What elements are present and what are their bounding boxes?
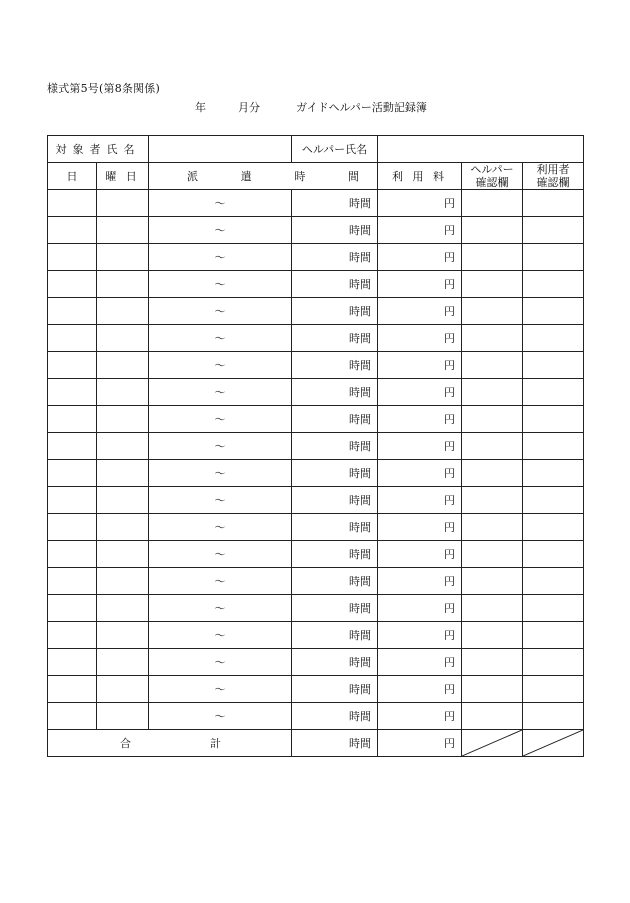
helper-confirm-cell[interactable]	[462, 379, 523, 406]
table-row	[48, 379, 584, 406]
col-user-confirm-line2: 確認欄	[536, 176, 570, 189]
time-range-cell[interactable]: ～	[149, 487, 292, 514]
table-row	[48, 271, 584, 298]
user-confirm-cell[interactable]	[523, 379, 584, 406]
user-confirm-cell[interactable]	[523, 190, 584, 217]
time-range-cell[interactable]: ～	[149, 271, 292, 298]
day-cell[interactable]	[48, 217, 97, 244]
fee-cell[interactable]: 円	[378, 541, 462, 568]
user-confirm-cell[interactable]	[523, 352, 584, 379]
table-row	[48, 406, 584, 433]
fee-cell[interactable]: 円	[378, 460, 462, 487]
helper-confirm-cell[interactable]	[462, 244, 523, 271]
table-row	[48, 514, 584, 541]
helper-confirm-cell[interactable]	[462, 190, 523, 217]
hours-cell[interactable]: 時間	[292, 568, 378, 595]
helper-confirm-cell[interactable]	[462, 676, 523, 703]
weekday-cell[interactable]	[97, 352, 149, 379]
table-row	[48, 352, 584, 379]
day-cell[interactable]	[48, 514, 97, 541]
user-confirm-cell[interactable]	[523, 244, 584, 271]
month-label: 月分	[238, 101, 260, 114]
helper-confirm-cell[interactable]	[462, 325, 523, 352]
time-range-cell[interactable]: ～	[149, 217, 292, 244]
helper-confirm-cell[interactable]	[462, 514, 523, 541]
helper-confirm-cell[interactable]	[462, 568, 523, 595]
helper-confirm-cell[interactable]	[462, 271, 523, 298]
day-cell[interactable]	[48, 244, 97, 271]
total-label-char-1: 合	[120, 737, 131, 750]
fee-cell[interactable]: 円	[378, 487, 462, 514]
total-hours: 時間	[292, 730, 378, 757]
table-row	[48, 460, 584, 487]
day-cell[interactable]	[48, 703, 97, 730]
day-cell[interactable]	[48, 649, 97, 676]
hours-cell[interactable]: 時間	[292, 703, 378, 730]
table-row	[48, 676, 584, 703]
col-dispatch-char-3: 時	[294, 170, 306, 183]
user-confirm-cell[interactable]	[523, 622, 584, 649]
weekday-cell[interactable]	[97, 406, 149, 433]
col-weekday: 曜 日	[97, 163, 149, 190]
user-confirm-cell[interactable]	[523, 595, 584, 622]
time-range-cell[interactable]: ～	[149, 325, 292, 352]
activity-record-table	[47, 135, 584, 757]
time-range-cell[interactable]: ～	[149, 622, 292, 649]
col-day: 日	[48, 163, 97, 190]
hours-cell[interactable]: 時間	[292, 352, 378, 379]
hours-cell[interactable]: 時間	[292, 325, 378, 352]
day-cell[interactable]	[48, 676, 97, 703]
user-confirm-cell[interactable]	[523, 433, 584, 460]
time-range-cell[interactable]: ～	[149, 352, 292, 379]
helper-confirm-cell[interactable]	[462, 406, 523, 433]
user-confirm-cell[interactable]	[523, 514, 584, 541]
hours-cell[interactable]: 時間	[292, 217, 378, 244]
helper-confirm-cell[interactable]	[462, 622, 523, 649]
day-cell[interactable]	[48, 595, 97, 622]
hours-cell[interactable]: 時間	[292, 595, 378, 622]
fee-cell[interactable]: 円	[378, 406, 462, 433]
time-range-cell[interactable]: ～	[149, 190, 292, 217]
helper-confirm-cell[interactable]	[462, 703, 523, 730]
fee-cell[interactable]: 円	[378, 190, 462, 217]
name-row	[48, 136, 584, 163]
user-confirm-cell[interactable]	[523, 460, 584, 487]
day-cell[interactable]	[48, 379, 97, 406]
col-helper-confirm-line2: 確認欄	[475, 176, 509, 189]
user-confirm-cell[interactable]	[523, 325, 584, 352]
day-cell[interactable]	[48, 406, 97, 433]
hours-cell[interactable]: 時間	[292, 190, 378, 217]
table-row	[48, 244, 584, 271]
day-cell[interactable]	[48, 541, 97, 568]
weekday-cell[interactable]	[97, 244, 149, 271]
hours-cell[interactable]: 時間	[292, 244, 378, 271]
fee-cell[interactable]: 円	[378, 298, 462, 325]
helper-confirm-cell[interactable]	[462, 298, 523, 325]
weekday-cell[interactable]	[97, 568, 149, 595]
fee-cell[interactable]: 円	[378, 568, 462, 595]
user-confirm-cell[interactable]	[523, 406, 584, 433]
total-label-char-2: 計	[210, 737, 221, 750]
time-range-cell[interactable]: ～	[149, 541, 292, 568]
page-title: ガイドヘルパー活動記録簿	[296, 101, 427, 114]
fee-cell[interactable]: 円	[378, 352, 462, 379]
table-row	[48, 595, 584, 622]
user-confirm-cell[interactable]	[523, 271, 584, 298]
hours-cell[interactable]: 時間	[292, 406, 378, 433]
time-range-cell[interactable]: ～	[149, 595, 292, 622]
diagonal-slash-icon	[462, 730, 522, 756]
day-cell[interactable]	[48, 352, 97, 379]
user-confirm-cell[interactable]	[523, 298, 584, 325]
weekday-cell[interactable]	[97, 541, 149, 568]
helper-confirm-cell[interactable]	[462, 460, 523, 487]
weekday-cell[interactable]	[97, 190, 149, 217]
col-helper-confirm	[462, 163, 523, 190]
helper-confirm-cell[interactable]	[462, 217, 523, 244]
time-range-cell[interactable]: ～	[149, 460, 292, 487]
col-fee: 利 用 料	[378, 163, 462, 190]
time-range-cell[interactable]: ～	[149, 244, 292, 271]
time-range-cell[interactable]: ～	[149, 379, 292, 406]
weekday-cell[interactable]	[97, 676, 149, 703]
table-row	[48, 325, 584, 352]
col-user-confirm	[523, 163, 584, 190]
helper-confirm-cell[interactable]	[462, 433, 523, 460]
weekday-cell[interactable]	[97, 622, 149, 649]
fee-cell[interactable]: 円	[378, 271, 462, 298]
time-range-cell[interactable]: ～	[149, 568, 292, 595]
day-cell[interactable]	[48, 460, 97, 487]
helper-confirm-cell[interactable]	[462, 487, 523, 514]
fee-cell[interactable]: 円	[378, 244, 462, 271]
hours-cell[interactable]: 時間	[292, 379, 378, 406]
fee-cell[interactable]: 円	[378, 676, 462, 703]
user-confirm-cell[interactable]	[523, 703, 584, 730]
hours-cell[interactable]: 時間	[292, 298, 378, 325]
subject-name-field[interactable]	[149, 136, 292, 163]
fee-cell[interactable]: 円	[378, 325, 462, 352]
hours-cell[interactable]: 時間	[292, 514, 378, 541]
time-range-cell[interactable]: ～	[149, 433, 292, 460]
total-user-confirm-slash	[523, 730, 584, 757]
time-range-cell[interactable]: ～	[149, 703, 292, 730]
weekday-cell[interactable]	[97, 325, 149, 352]
fee-cell[interactable]: 円	[378, 622, 462, 649]
fee-cell[interactable]: 円	[378, 703, 462, 730]
fee-cell[interactable]: 円	[378, 595, 462, 622]
user-confirm-cell[interactable]	[523, 217, 584, 244]
day-cell[interactable]	[48, 622, 97, 649]
time-range-cell[interactable]: ～	[149, 406, 292, 433]
weekday-cell[interactable]	[97, 514, 149, 541]
helper-name-field[interactable]	[378, 136, 584, 163]
weekday-cell[interactable]	[97, 271, 149, 298]
weekday-cell[interactable]	[97, 217, 149, 244]
day-cell[interactable]	[48, 568, 97, 595]
time-range-cell[interactable]: ～	[149, 649, 292, 676]
table-row	[48, 487, 584, 514]
table-row	[48, 541, 584, 568]
user-confirm-cell[interactable]	[523, 649, 584, 676]
hours-cell[interactable]: 時間	[292, 487, 378, 514]
weekday-cell[interactable]	[97, 460, 149, 487]
hours-cell[interactable]: 時間	[292, 676, 378, 703]
weekday-cell[interactable]	[97, 649, 149, 676]
time-range-cell[interactable]: ～	[149, 676, 292, 703]
hours-cell[interactable]: 時間	[292, 271, 378, 298]
fee-cell[interactable]: 円	[378, 433, 462, 460]
user-confirm-cell[interactable]	[523, 568, 584, 595]
fee-cell[interactable]: 円	[378, 649, 462, 676]
fee-cell[interactable]: 円	[378, 379, 462, 406]
user-confirm-cell[interactable]	[523, 676, 584, 703]
day-cell[interactable]	[48, 298, 97, 325]
hours-cell[interactable]: 時間	[292, 649, 378, 676]
day-cell[interactable]	[48, 190, 97, 217]
weekday-cell[interactable]	[97, 298, 149, 325]
helper-confirm-cell[interactable]	[462, 541, 523, 568]
total-helper-confirm-slash	[462, 730, 523, 757]
total-fee: 円	[378, 730, 462, 757]
weekday-cell[interactable]	[97, 487, 149, 514]
hours-cell[interactable]: 時間	[292, 622, 378, 649]
total-row	[48, 730, 584, 757]
table-row	[48, 649, 584, 676]
subject-name-label: 対象者氏名	[48, 136, 149, 163]
helper-confirm-cell[interactable]	[462, 595, 523, 622]
hours-cell[interactable]: 時間	[292, 541, 378, 568]
table-row	[48, 298, 584, 325]
weekday-cell[interactable]	[97, 595, 149, 622]
total-label-cell	[48, 730, 292, 757]
fee-cell[interactable]: 円	[378, 514, 462, 541]
col-dispatch-char-2: 遣	[240, 170, 252, 183]
weekday-cell[interactable]	[97, 703, 149, 730]
col-dispatch-time	[149, 163, 378, 190]
diagonal-slash-icon	[523, 730, 583, 756]
year-label: 年	[195, 101, 206, 114]
table-row	[48, 622, 584, 649]
time-range-cell[interactable]: ～	[149, 298, 292, 325]
user-confirm-cell[interactable]	[523, 541, 584, 568]
helper-confirm-cell[interactable]	[462, 649, 523, 676]
helper-confirm-cell[interactable]	[462, 352, 523, 379]
col-user-confirm-line1: 利用者	[536, 163, 570, 176]
table-row	[48, 568, 584, 595]
time-range-cell[interactable]: ～	[149, 514, 292, 541]
table-row	[48, 433, 584, 460]
col-dispatch-char-1: 派	[187, 170, 198, 183]
col-helper-confirm-line1: ヘルパー	[470, 163, 514, 176]
weekday-cell[interactable]	[97, 433, 149, 460]
table-row	[48, 217, 584, 244]
table-row	[48, 190, 584, 217]
hours-cell[interactable]: 時間	[292, 433, 378, 460]
day-cell[interactable]	[48, 325, 97, 352]
form-number: 様式第5号(第8条関係)	[47, 82, 160, 95]
hours-cell[interactable]: 時間	[292, 460, 378, 487]
fee-cell[interactable]: 円	[378, 217, 462, 244]
day-cell[interactable]	[48, 487, 97, 514]
weekday-cell[interactable]	[97, 379, 149, 406]
col-dispatch-char-4: 間	[347, 170, 359, 183]
helper-name-label: ヘルパー氏名	[292, 136, 378, 163]
day-cell[interactable]	[48, 271, 97, 298]
column-header-row	[48, 163, 584, 190]
day-cell[interactable]	[48, 433, 97, 460]
table-row	[48, 703, 584, 730]
user-confirm-cell[interactable]	[523, 487, 584, 514]
